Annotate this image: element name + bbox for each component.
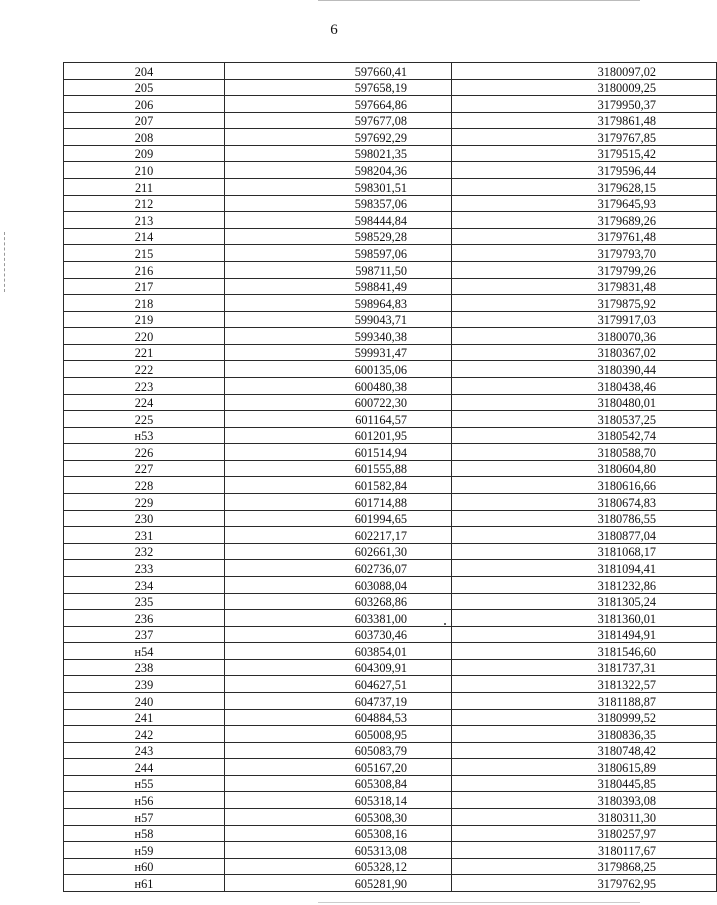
x-coordinate-cell: 600480,38 bbox=[225, 377, 452, 394]
point-number-cell: 213 bbox=[64, 212, 225, 229]
table-row bbox=[64, 63, 717, 80]
x-coordinate-cell: 597658,19 bbox=[225, 79, 452, 96]
table-row bbox=[64, 825, 717, 842]
y-coordinate-cell: 3180009,25 bbox=[452, 79, 717, 96]
y-coordinate-cell: 3180438,46 bbox=[452, 377, 717, 394]
point-number-cell: н53 bbox=[64, 427, 225, 444]
point-number-cell: 229 bbox=[64, 494, 225, 511]
point-number-cell: 237 bbox=[64, 626, 225, 643]
table-row bbox=[64, 560, 717, 577]
point-number-cell: 223 bbox=[64, 377, 225, 394]
y-coordinate-cell: 3181737,31 bbox=[452, 659, 717, 676]
point-number-cell: 243 bbox=[64, 742, 225, 759]
x-coordinate-cell: 605328,12 bbox=[225, 858, 452, 875]
table-row bbox=[64, 328, 717, 345]
x-coordinate-cell: 598204,36 bbox=[225, 162, 452, 179]
table-row bbox=[64, 195, 717, 212]
table-row bbox=[64, 162, 717, 179]
x-coordinate-cell: 601164,57 bbox=[225, 411, 452, 428]
table-row bbox=[64, 726, 717, 743]
x-coordinate-cell: 605318,14 bbox=[225, 792, 452, 809]
y-coordinate-cell: 3179515,42 bbox=[452, 145, 717, 162]
y-coordinate-cell: 3180257,97 bbox=[452, 825, 717, 842]
table-row bbox=[64, 96, 717, 113]
y-coordinate-cell: 3179831,48 bbox=[452, 278, 717, 295]
table-row bbox=[64, 759, 717, 776]
table-row bbox=[64, 858, 717, 875]
coordinates-table bbox=[63, 62, 717, 892]
x-coordinate-cell: 605008,95 bbox=[225, 726, 452, 743]
table-row bbox=[64, 842, 717, 859]
x-coordinate-cell: 598444,84 bbox=[225, 212, 452, 229]
y-coordinate-cell: 3179596,44 bbox=[452, 162, 717, 179]
x-coordinate-cell: 605167,20 bbox=[225, 759, 452, 776]
y-coordinate-cell: 3181360,01 bbox=[452, 610, 717, 627]
y-coordinate-cell: 3180604,80 bbox=[452, 460, 717, 477]
point-number-cell: 212 bbox=[64, 195, 225, 212]
x-coordinate-cell: 601201,95 bbox=[225, 427, 452, 444]
x-coordinate-cell: 601555,88 bbox=[225, 460, 452, 477]
point-number-cell: н56 bbox=[64, 792, 225, 809]
point-number-cell: 239 bbox=[64, 676, 225, 693]
table-row bbox=[64, 295, 717, 312]
x-coordinate-cell: 598841,49 bbox=[225, 278, 452, 295]
x-coordinate-cell: 605313,08 bbox=[225, 842, 452, 859]
y-coordinate-cell: 3180999,52 bbox=[452, 709, 717, 726]
point-number-cell: 226 bbox=[64, 444, 225, 461]
table-row bbox=[64, 245, 717, 262]
table-row bbox=[64, 460, 717, 477]
x-coordinate-cell: 603854,01 bbox=[225, 643, 452, 660]
table-row bbox=[64, 809, 717, 826]
table-row bbox=[64, 510, 717, 527]
table-row bbox=[64, 792, 717, 809]
y-coordinate-cell: 3180480,01 bbox=[452, 394, 717, 411]
x-coordinate-cell: 603730,46 bbox=[225, 626, 452, 643]
table-row bbox=[64, 477, 717, 494]
x-coordinate-cell: 598301,51 bbox=[225, 179, 452, 196]
x-coordinate-cell: 603088,04 bbox=[225, 576, 452, 593]
y-coordinate-cell: 3179762,95 bbox=[452, 875, 717, 892]
point-number-cell: 210 bbox=[64, 162, 225, 179]
point-number-cell: 217 bbox=[64, 278, 225, 295]
point-number-cell: н59 bbox=[64, 842, 225, 859]
table-row bbox=[64, 527, 717, 544]
table-row bbox=[64, 145, 717, 162]
y-coordinate-cell: 3179689,26 bbox=[452, 212, 717, 229]
table-row bbox=[64, 576, 717, 593]
y-coordinate-cell: 3179761,48 bbox=[452, 228, 717, 245]
y-coordinate-cell: 3180674,83 bbox=[452, 494, 717, 511]
y-coordinate-cell: 3181305,24 bbox=[452, 593, 717, 610]
table-row bbox=[64, 311, 717, 328]
x-coordinate-cell: 599931,47 bbox=[225, 344, 452, 361]
point-number-cell: 208 bbox=[64, 129, 225, 146]
y-coordinate-cell: 3181322,57 bbox=[452, 676, 717, 693]
x-coordinate-cell: 601994,65 bbox=[225, 510, 452, 527]
table-row bbox=[64, 79, 717, 96]
x-coordinate-cell: 599043,71 bbox=[225, 311, 452, 328]
table-row bbox=[64, 610, 717, 627]
x-coordinate-cell: 601582,84 bbox=[225, 477, 452, 494]
y-coordinate-cell: 3179950,37 bbox=[452, 96, 717, 113]
y-coordinate-cell: 3180311,30 bbox=[452, 809, 717, 826]
point-number-cell: 242 bbox=[64, 726, 225, 743]
point-number-cell: 240 bbox=[64, 692, 225, 709]
point-number-cell: 230 bbox=[64, 510, 225, 527]
y-coordinate-cell: 3181232,86 bbox=[452, 576, 717, 593]
y-coordinate-cell: 3179628,15 bbox=[452, 179, 717, 196]
table-row bbox=[64, 228, 717, 245]
point-number-cell: 238 bbox=[64, 659, 225, 676]
x-coordinate-cell: 605281,90 bbox=[225, 875, 452, 892]
table-row bbox=[64, 394, 717, 411]
x-coordinate-cell: 598021,35 bbox=[225, 145, 452, 162]
point-number-cell: 215 bbox=[64, 245, 225, 262]
x-coordinate-cell: 604309,91 bbox=[225, 659, 452, 676]
point-number-cell: н55 bbox=[64, 775, 225, 792]
point-number-cell: н57 bbox=[64, 809, 225, 826]
y-coordinate-cell: 3180367,02 bbox=[452, 344, 717, 361]
y-coordinate-cell: 3180615,89 bbox=[452, 759, 717, 776]
table-row bbox=[64, 344, 717, 361]
y-coordinate-cell: 3181188,87 bbox=[452, 692, 717, 709]
point-number-cell: 207 bbox=[64, 112, 225, 129]
point-number-cell: 216 bbox=[64, 261, 225, 278]
point-number-cell: 222 bbox=[64, 361, 225, 378]
x-coordinate-cell: 602217,17 bbox=[225, 527, 452, 544]
table-row bbox=[64, 676, 717, 693]
point-number-cell: н61 bbox=[64, 875, 225, 892]
x-coordinate-cell: 601714,88 bbox=[225, 494, 452, 511]
point-number-cell: 206 bbox=[64, 96, 225, 113]
point-number-cell: н54 bbox=[64, 643, 225, 660]
y-coordinate-cell: 3180748,42 bbox=[452, 742, 717, 759]
x-coordinate-cell: 597664,86 bbox=[225, 96, 452, 113]
y-coordinate-cell: 3180097,02 bbox=[452, 63, 717, 80]
y-coordinate-cell: 3179767,85 bbox=[452, 129, 717, 146]
y-coordinate-cell: 3179793,70 bbox=[452, 245, 717, 262]
top-border-line bbox=[318, 0, 640, 1]
table-row bbox=[64, 361, 717, 378]
y-coordinate-cell: 3180786,55 bbox=[452, 510, 717, 527]
y-coordinate-cell: 3180537,25 bbox=[452, 411, 717, 428]
table-row bbox=[64, 494, 717, 511]
x-coordinate-cell: 605083,79 bbox=[225, 742, 452, 759]
x-coordinate-cell: 597677,08 bbox=[225, 112, 452, 129]
x-coordinate-cell: 603381,00 bbox=[225, 610, 452, 627]
x-coordinate-cell: 601514,94 bbox=[225, 444, 452, 461]
table-row bbox=[64, 179, 717, 196]
y-coordinate-cell: 3181068,17 bbox=[452, 543, 717, 560]
y-coordinate-cell: 3180542,74 bbox=[452, 427, 717, 444]
point-number-cell: 224 bbox=[64, 394, 225, 411]
table-row bbox=[64, 427, 717, 444]
binding-margin-marks bbox=[4, 232, 7, 292]
table-row bbox=[64, 261, 717, 278]
y-coordinate-cell: 3180390,44 bbox=[452, 361, 717, 378]
point-number-cell: 214 bbox=[64, 228, 225, 245]
table-row bbox=[64, 377, 717, 394]
x-coordinate-cell: 605308,16 bbox=[225, 825, 452, 842]
table-row bbox=[64, 212, 717, 229]
x-coordinate-cell: 598597,06 bbox=[225, 245, 452, 262]
page-number: 6 bbox=[330, 22, 338, 38]
x-coordinate-cell: 598357,06 bbox=[225, 195, 452, 212]
y-coordinate-cell: 3179861,48 bbox=[452, 112, 717, 129]
x-coordinate-cell: 600722,30 bbox=[225, 394, 452, 411]
scan-speck bbox=[444, 623, 446, 625]
table-row bbox=[64, 278, 717, 295]
y-coordinate-cell: 3179799,26 bbox=[452, 261, 717, 278]
point-number-cell: 219 bbox=[64, 311, 225, 328]
x-coordinate-cell: 597692,29 bbox=[225, 129, 452, 146]
y-coordinate-cell: 3179868,25 bbox=[452, 858, 717, 875]
point-number-cell: 234 bbox=[64, 576, 225, 593]
y-coordinate-cell: 3179917,03 bbox=[452, 311, 717, 328]
y-coordinate-cell: 3180836,35 bbox=[452, 726, 717, 743]
x-coordinate-cell: 604737,19 bbox=[225, 692, 452, 709]
y-coordinate-cell: 3180445,85 bbox=[452, 775, 717, 792]
point-number-cell: 244 bbox=[64, 759, 225, 776]
coordinates-table-body bbox=[64, 63, 717, 892]
y-coordinate-cell: 3180877,04 bbox=[452, 527, 717, 544]
point-number-cell: н58 bbox=[64, 825, 225, 842]
point-number-cell: 220 bbox=[64, 328, 225, 345]
table-row bbox=[64, 643, 717, 660]
point-number-cell: 218 bbox=[64, 295, 225, 312]
y-coordinate-cell: 3181546,60 bbox=[452, 643, 717, 660]
table-row bbox=[64, 129, 717, 146]
x-coordinate-cell: 598711,50 bbox=[225, 261, 452, 278]
y-coordinate-cell: 3180070,36 bbox=[452, 328, 717, 345]
x-coordinate-cell: 600135,06 bbox=[225, 361, 452, 378]
point-number-cell: н60 bbox=[64, 858, 225, 875]
point-number-cell: 233 bbox=[64, 560, 225, 577]
table-row bbox=[64, 444, 717, 461]
x-coordinate-cell: 603268,86 bbox=[225, 593, 452, 610]
x-coordinate-cell: 605308,84 bbox=[225, 775, 452, 792]
point-number-cell: 232 bbox=[64, 543, 225, 560]
table-row bbox=[64, 875, 717, 892]
point-number-cell: 235 bbox=[64, 593, 225, 610]
x-coordinate-cell: 598964,83 bbox=[225, 295, 452, 312]
y-coordinate-cell: 3180393,08 bbox=[452, 792, 717, 809]
y-coordinate-cell: 3181494,91 bbox=[452, 626, 717, 643]
y-coordinate-cell: 3179875,92 bbox=[452, 295, 717, 312]
point-number-cell: 225 bbox=[64, 411, 225, 428]
x-coordinate-cell: 599340,38 bbox=[225, 328, 452, 345]
point-number-cell: 211 bbox=[64, 179, 225, 196]
table-row bbox=[64, 411, 717, 428]
x-coordinate-cell: 602661,30 bbox=[225, 543, 452, 560]
table-row bbox=[64, 742, 717, 759]
y-coordinate-cell: 3181094,41 bbox=[452, 560, 717, 577]
point-number-cell: 231 bbox=[64, 527, 225, 544]
y-coordinate-cell: 3180588,70 bbox=[452, 444, 717, 461]
point-number-cell: 236 bbox=[64, 610, 225, 627]
bottom-border-line bbox=[318, 902, 640, 903]
table-row bbox=[64, 709, 717, 726]
x-coordinate-cell: 605308,30 bbox=[225, 809, 452, 826]
point-number-cell: 228 bbox=[64, 477, 225, 494]
table-row bbox=[64, 692, 717, 709]
table-row bbox=[64, 626, 717, 643]
table-row bbox=[64, 659, 717, 676]
point-number-cell: 209 bbox=[64, 145, 225, 162]
table-row bbox=[64, 543, 717, 560]
y-coordinate-cell: 3180117,67 bbox=[452, 842, 717, 859]
point-number-cell: 241 bbox=[64, 709, 225, 726]
point-number-cell: 205 bbox=[64, 79, 225, 96]
y-coordinate-cell: 3180616,66 bbox=[452, 477, 717, 494]
x-coordinate-cell: 604627,51 bbox=[225, 676, 452, 693]
y-coordinate-cell: 3179645,93 bbox=[452, 195, 717, 212]
x-coordinate-cell: 604884,53 bbox=[225, 709, 452, 726]
table-row bbox=[64, 593, 717, 610]
point-number-cell: 221 bbox=[64, 344, 225, 361]
table-row bbox=[64, 112, 717, 129]
x-coordinate-cell: 598529,28 bbox=[225, 228, 452, 245]
table-row bbox=[64, 775, 717, 792]
point-number-cell: 227 bbox=[64, 460, 225, 477]
x-coordinate-cell: 602736,07 bbox=[225, 560, 452, 577]
x-coordinate-cell: 597660,41 bbox=[225, 63, 452, 80]
point-number-cell: 204 bbox=[64, 63, 225, 80]
